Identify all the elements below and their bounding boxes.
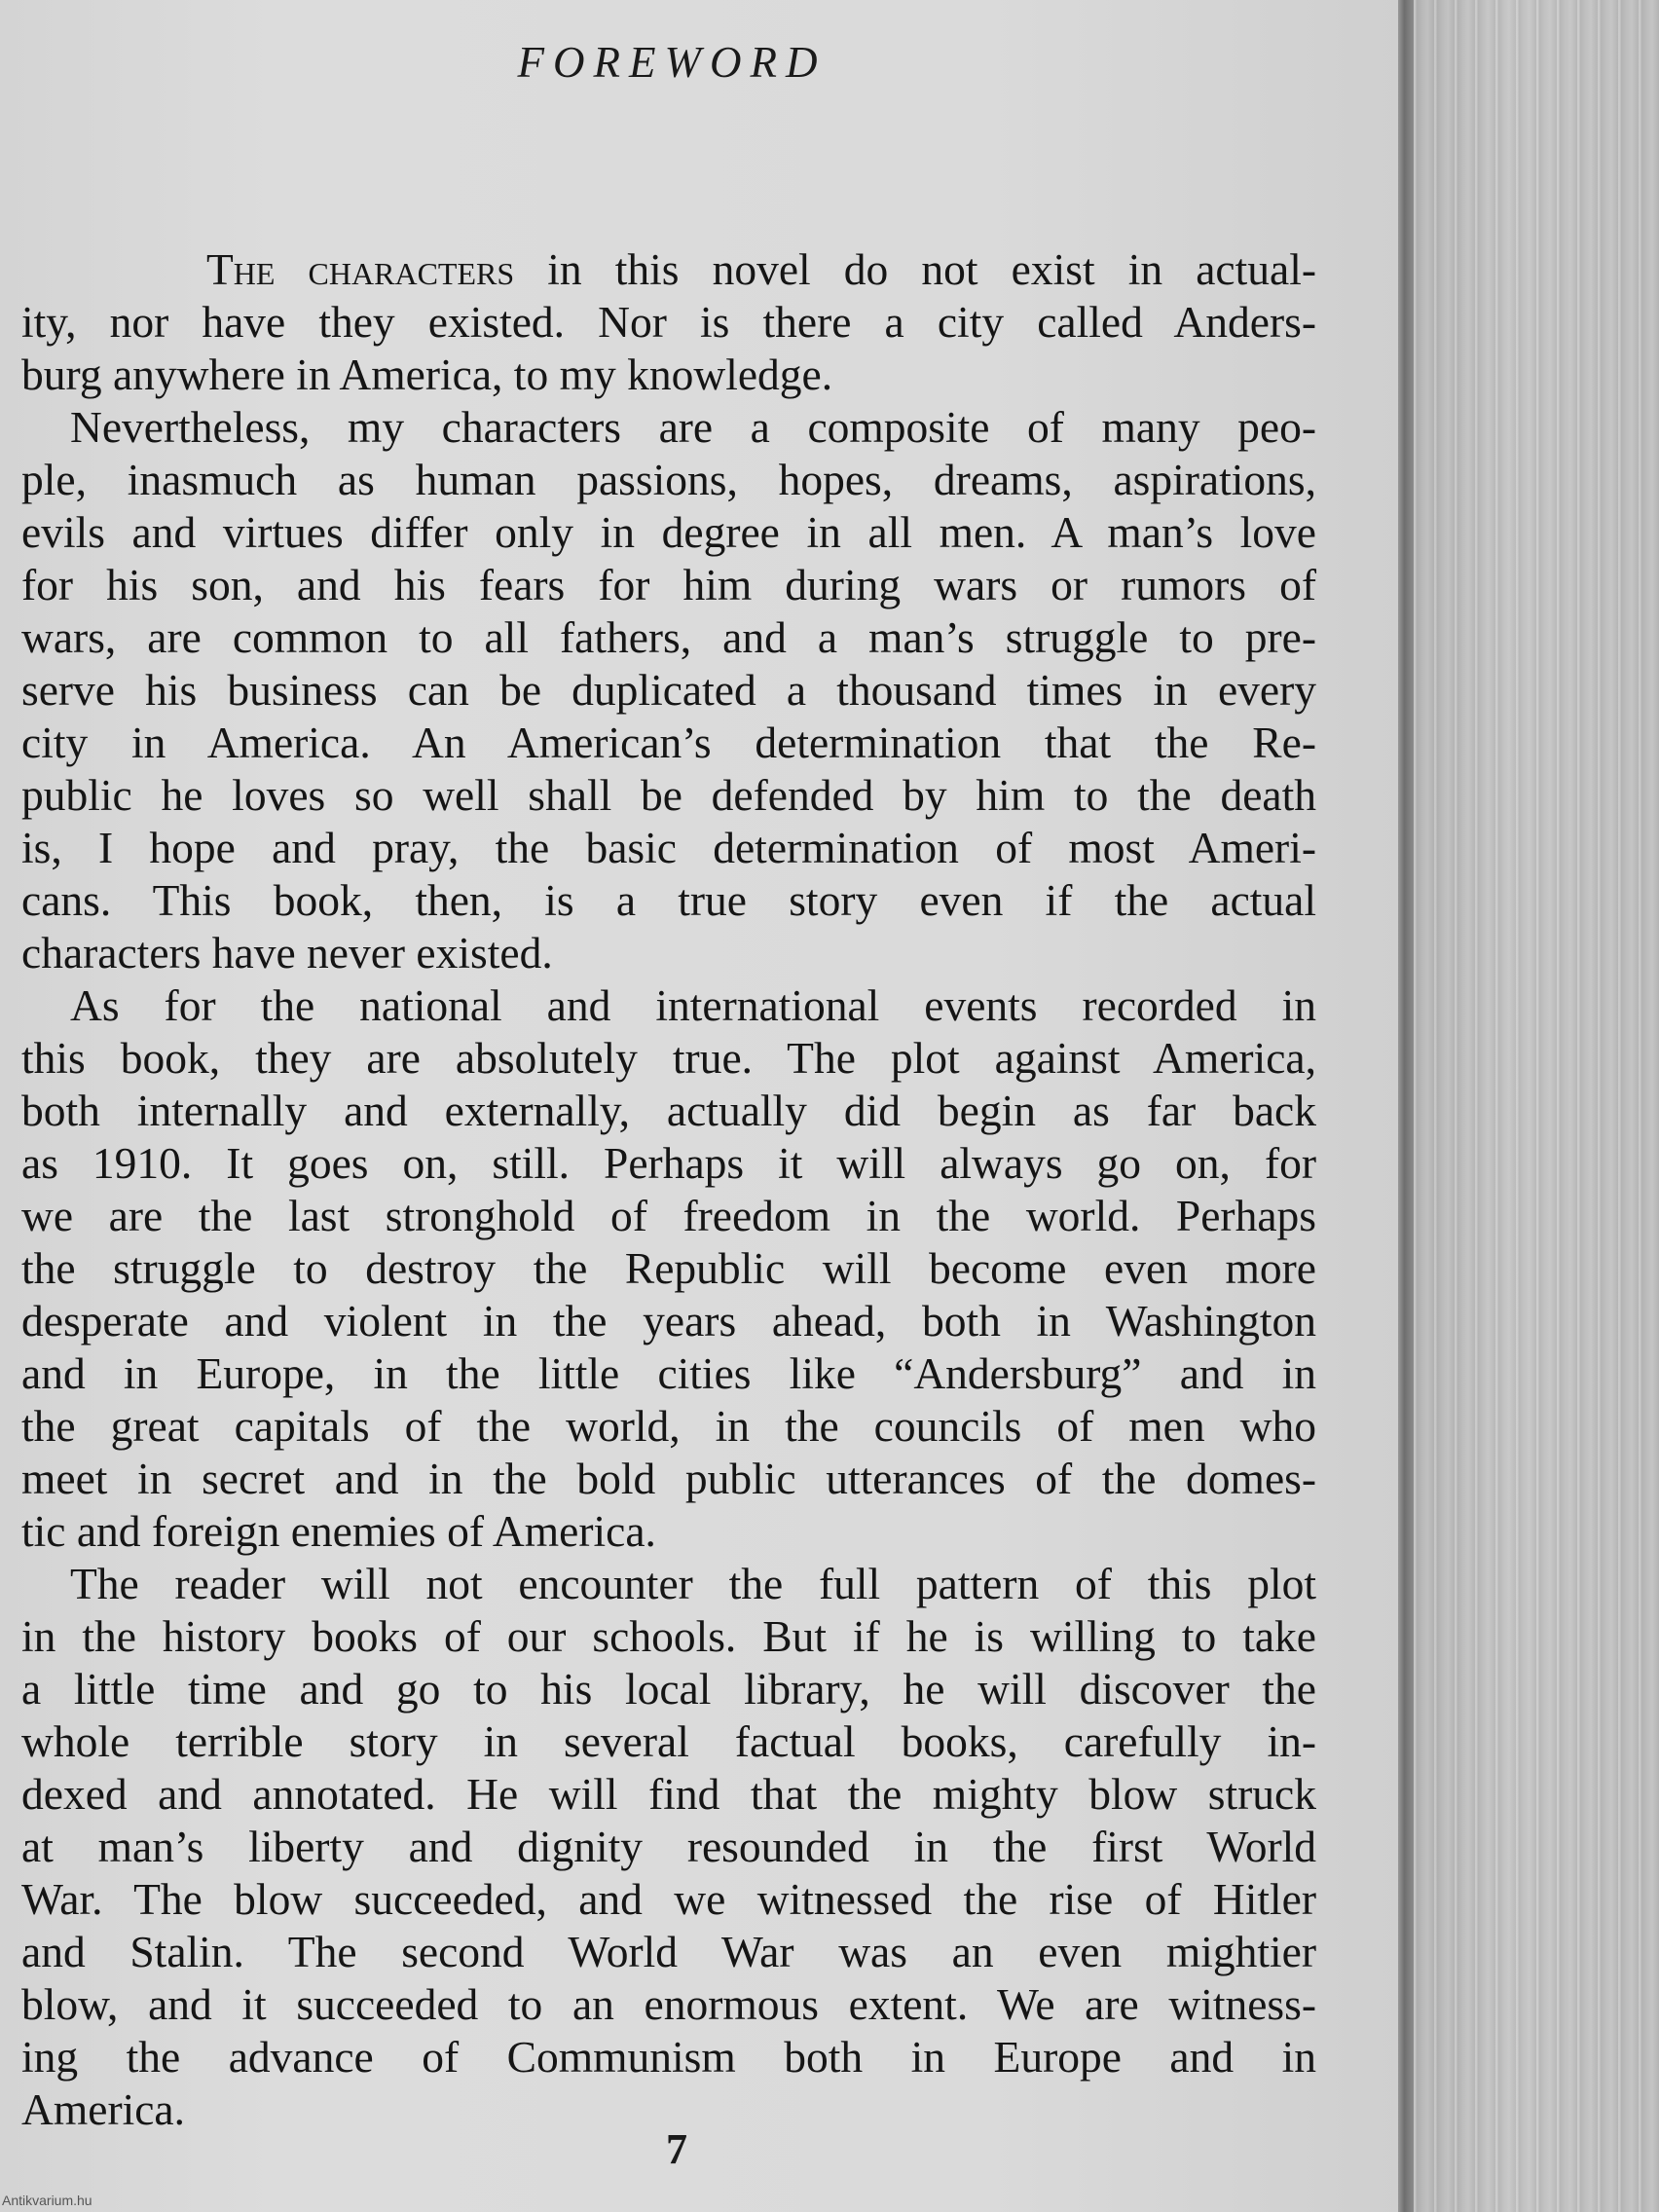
text-line [21, 1505, 1316, 1558]
text-line [21, 664, 1316, 717]
line-text: burg anywhere in America, to my knowledge. [21, 350, 833, 399]
line-text: The reader will not encounter the full pattern of this plot [70, 1559, 1316, 1608]
line-text: ple, inasmuch as human passions, hopes, dreams, aspirations, [21, 455, 1316, 504]
line-text: both internally and externally, actually did begin as far back [21, 1086, 1316, 1135]
page-heading: FOREWORD [517, 38, 827, 87]
line-text: dexed and annotated. He will find that the mighty blow struck [21, 1769, 1316, 1819]
text-line [21, 1032, 1316, 1085]
line-text: in this novel do not exist in actual- [514, 244, 1316, 294]
text-line [21, 717, 1316, 769]
book-spine-shadow [1398, 0, 1414, 2212]
text-line [21, 979, 1316, 1032]
text-line [21, 1768, 1316, 1821]
line-text: desperate and violent in the years ahead, both in Washington [21, 1296, 1316, 1346]
line-text: at man’s liberty and dignity resounded in the first World [21, 1822, 1316, 1871]
text-line [21, 1137, 1316, 1190]
line-text: tic and foreign enemies of America. [21, 1506, 656, 1556]
line-text: for his son, and his fears for him during wars or rumors of [21, 560, 1316, 609]
line-text: whole terrible story in several factual books, carefully in- [21, 1716, 1316, 1766]
text-line [21, 1663, 1316, 1715]
text-line [21, 927, 1316, 979]
text-line [21, 1715, 1316, 1768]
text-line [21, 506, 1316, 559]
line-text: we are the last stronghold of freedom in the world. Perhaps [21, 1191, 1316, 1240]
line-text: ity, nor have they existed. Nor is there a city called Anders- [21, 297, 1316, 347]
line-text: characters have never existed. [21, 928, 553, 977]
background-surface [1414, 0, 1659, 2212]
line-text: the struggle to destroy the Republic will become even more [21, 1243, 1316, 1293]
text-line [21, 2031, 1316, 2083]
line-text: and in Europe, in the little cities like “Andersburg” and in [21, 1348, 1316, 1398]
text-line [21, 349, 1316, 401]
line-text: ing the advance of Communism both in Europe and in [21, 2032, 1316, 2082]
text-line [21, 1190, 1316, 1242]
text-line [21, 769, 1316, 822]
line-text: city in America. An American’s determination that the Re- [21, 718, 1316, 767]
line-text: meet in secret and in the bold public utterances of the domes- [21, 1454, 1316, 1503]
line-text: this book, they are absolutely true. The plot against America, [21, 1033, 1316, 1083]
text-line [21, 1347, 1316, 1400]
line-text: blow, and it succeeded to an enormous extent. We are witness- [21, 1979, 1316, 2029]
text-line [21, 1400, 1316, 1453]
text-line [21, 243, 1316, 296]
text-line [21, 822, 1316, 874]
line-text: in the history books of our schools. But if he is willing to take [21, 1611, 1316, 1661]
text-line [21, 1242, 1316, 1295]
line-text: Nevertheless, my characters are a composite of many peo- [70, 402, 1316, 452]
line-text: a little time and go to his local library, he will discover the [21, 1664, 1316, 1714]
text-line [21, 1873, 1316, 1926]
text-line [21, 874, 1316, 927]
text-line [21, 1453, 1316, 1505]
line-text: as 1910. It goes on, still. Perhaps it will always go on, for [21, 1138, 1316, 1188]
line-text: evils and virtues differ only in degree in all men. A man’s love [21, 507, 1316, 557]
text-line [21, 1926, 1316, 1978]
text-line [21, 401, 1316, 454]
line-text: serve his business can be duplicated a thousand times in every [21, 665, 1316, 715]
body-text [21, 243, 1316, 2136]
text-line [21, 1295, 1316, 1347]
text-line [21, 1085, 1316, 1137]
small-caps-lead: The characters [206, 244, 515, 294]
line-text: is, I hope and pray, the basic determination of most Ameri- [21, 823, 1316, 872]
text-line [21, 296, 1316, 349]
text-line [21, 559, 1316, 611]
page-number: 7 [666, 2125, 687, 2173]
text-line [21, 1821, 1316, 1873]
watermark: Antikvarium.hu [2, 2193, 92, 2208]
text-line [21, 1610, 1316, 1663]
line-text: War. The blow succeeded, and we witnessed the rise of Hitler [21, 1874, 1316, 1924]
line-text: America. [21, 2084, 186, 2134]
line-text: wars, are common to all fathers, and a man’s struggle to pre- [21, 612, 1316, 662]
text-line [21, 611, 1316, 664]
line-text: and Stalin. The second World War was an even mightier [21, 1927, 1316, 1976]
text-line [21, 1558, 1316, 1610]
line-text: the great capitals of the world, in the councils of men who [21, 1401, 1316, 1451]
text-line [21, 1978, 1316, 2031]
text-line [21, 454, 1316, 506]
line-text: public he loves so well shall be defended by him to the death [21, 770, 1316, 820]
line-text: As for the national and international events recorded in [70, 980, 1316, 1030]
line-text: cans. This book, then, is a true story even if the actual [21, 875, 1316, 925]
